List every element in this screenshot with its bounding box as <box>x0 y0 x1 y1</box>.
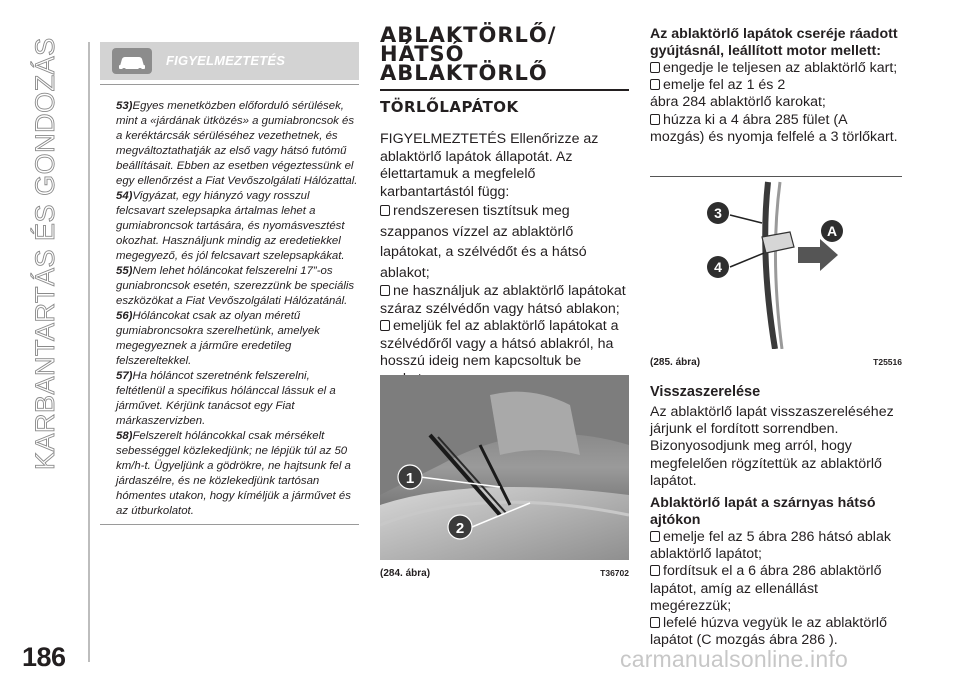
bullet-box-icon <box>650 565 660 576</box>
column-divider <box>88 42 90 662</box>
warning-item <box>116 189 359 264</box>
bullet-item <box>650 563 902 580</box>
bullet-item <box>650 615 902 632</box>
warning-item-number: 55) <box>116 265 133 277</box>
bullet-continuation: ábra 284 ablaktörlő karokat; <box>650 94 826 111</box>
warning-item-text: Felszerelt hóláncokkal csak mérsékelt sebességgel közlekedjünk; ne lépjük túl az 50 km/h-t. Ügyeljünk a gödrökre, ne hajtsunk fel a járdaszélre, és ne közlekedjünk tartósan hómentes utakon, hogy kíméljük a járművet és az útburkolatot. <box>116 430 351 517</box>
warning-item-text: Nem lehet hóláncokat felszerelni 17”-os guniabroncsok esetén, szerezzünk be speciális eszközökat a Fiat Vevőszolgálati Hálózatánál. <box>116 265 355 307</box>
bullet-text: húzza ki a 4 ábra 285 fület (A <box>663 111 848 128</box>
bullet-text: emelje fel az 1 és 2 <box>663 77 786 94</box>
bullet-box-icon <box>650 114 660 125</box>
bullet-box-icon <box>380 205 390 216</box>
warning-end-rule <box>100 524 359 525</box>
figure-label: 1 <box>405 470 415 487</box>
figure-label: A <box>826 223 838 239</box>
bullet-item <box>650 77 902 94</box>
bullet-continuation: mozgás) és nyomja felfelé a 3 törlőkart. <box>650 128 898 145</box>
bullet-continuation: lapátot (C mozgás ábra 286 ). <box>650 632 838 649</box>
heading-reassembly: Visszaszerelése <box>650 384 761 400</box>
section-title <box>380 23 630 85</box>
bullet-continuation: lapátot, amíg az ellenállást megérezzük; <box>650 580 818 614</box>
bullet-text: fordítsuk el a 6 ábra 286 ablaktörlő <box>663 563 882 580</box>
bullet-item <box>650 529 902 546</box>
figure-284 <box>380 375 629 579</box>
figure-code: T25516 <box>873 357 902 367</box>
warning-item-number: 53) <box>116 100 133 112</box>
bullet-text: ne használjuk az ablaktörlő lapátokat száraz szélvédőn vagy hátsó ablakon; <box>380 283 626 317</box>
bullet-text: rendszeresen tisztítsuk meg szappanos vízzel az ablaktörlő lapátokat, a szélvédőt és a hátsó ablakot; <box>380 203 587 281</box>
warning-item <box>116 429 359 519</box>
figure-caption <box>380 568 629 579</box>
intro-text <box>380 131 630 388</box>
bullet-continuation: ablaktörlő lapátot; <box>650 546 762 563</box>
warning-header <box>100 42 359 80</box>
section-side-title <box>18 18 68 478</box>
watermark: carmanualsonline.info <box>620 646 848 672</box>
bullet-box-icon <box>650 62 660 73</box>
bullet-item <box>380 283 630 318</box>
bullet-box-icon <box>380 320 390 331</box>
bullet-item <box>650 112 902 129</box>
bullet-text: emelje fel az 5 ábra 286 hátsó ablak <box>663 529 891 546</box>
figure-label: 2 <box>455 520 465 537</box>
warning-box <box>100 42 359 525</box>
figure-285 <box>650 176 902 368</box>
warning-item-number: 57) <box>116 370 133 382</box>
figure-label: 3 <box>714 205 722 221</box>
bullet-box-icon <box>650 79 660 90</box>
figure-caption <box>650 357 902 368</box>
warning-item-text: Ha hóláncot szeretnénk felszerelni, feltétlenül a specifikus hólánccal lássuk el a járművet. Kérjünk tanácsot egy Fiat márkaszervizben. <box>116 370 336 427</box>
title-rule <box>380 89 629 91</box>
right-column-lower <box>650 384 902 649</box>
warning-item-text: Egyes menetközben előforduló sérülések, mint a «járdának ütközés» a gumiabroncsok és a keréktárcsák sérüléséhez vezethetnek, és megváltoztathatják az első vagy hátsó futómű beállításait. Ebben az esetben végeztessünk el egy ellenőrzést a Fiat Vevőszolgálati Hálózattal. <box>116 100 358 187</box>
section-title-line: ABLAKTÖRLŐ <box>380 61 548 85</box>
wiper-photo-284 <box>380 375 629 560</box>
warning-item-number: 56) <box>116 310 133 322</box>
heading-rear-door-wiper: Ablaktörlő lapát a szárnyas hátsó ajtókon <box>650 495 876 529</box>
wiper-diagram-285 <box>650 177 902 349</box>
page-number: 186 <box>22 642 66 672</box>
right-column <box>650 26 902 146</box>
section-title-line: HÁTSÓ <box>380 42 465 66</box>
warning-item-text: Vigyázat, egy hiányzó vagy rosszul felcsavart szelepsapka ártalmas lehet a gumiabroncsok tartására, és nyomásvesztést okozhat. Használjunk mindig az eredetiekkel megegyező, és jól felcsavart szelepsapkákat. <box>116 190 345 262</box>
figure-caption-text: (285. ábra) <box>650 357 701 368</box>
reassembly-text: Az ablaktörlő lapát visszaszereléséhez járjunk el fordított sorrendben. Bizonyosodjunk meg arról, hogy megfelelően rögzítettük az ablaktörlő lapátot. <box>650 404 894 489</box>
warning-item <box>116 99 359 189</box>
warning-item <box>116 264 359 309</box>
warning-item <box>116 369 359 429</box>
figure-label: 4 <box>714 259 722 275</box>
warning-item-number: 58) <box>116 430 133 442</box>
warning-car-icon <box>110 46 154 76</box>
warning-body <box>100 85 359 519</box>
warning-item-number: 54) <box>116 190 133 202</box>
figure-caption-text: (284. ábra) <box>380 568 431 579</box>
section-side-title-text: KARBANTARTÁS ÉS GONDOZÁS <box>30 37 60 470</box>
bullet-box-icon <box>380 285 390 296</box>
figure-code: T36702 <box>600 568 629 578</box>
warning-title: FIGYELMEZTETÉS <box>166 53 286 68</box>
middle-column <box>380 23 630 403</box>
bullet-box-icon <box>650 617 660 628</box>
bullet-text: emeljük fel az ablaktörlő lapátokat a szélvédőről vagy a hátsó ablakról, ha hosszú ideig nem kapcsoltuk be <box>380 318 619 369</box>
warning-item-text: Hóláncokat csak az olyan méretű gumiabroncsokra szerelhetünk, amelyek megegyeznek a járműre eredetileg felszereltekkel. <box>116 310 320 367</box>
warning-item <box>116 309 359 369</box>
section-subtitle: TÖRLŐLAPÁTOK <box>380 98 519 116</box>
bullet-text: lefelé húzva vegyük le az ablaktörlő <box>663 615 887 632</box>
bullet-box-icon <box>650 531 660 542</box>
bullet-item <box>650 60 902 77</box>
bullet-text: engedje le teljesen az ablaktörlő kart; <box>663 60 898 76</box>
bullet-item <box>380 201 630 283</box>
intro-paragraph: FIGYELMEZTETÉS Ellenőrizze az ablaktörlő lapátok állapotát. Az élettartamuk a megfelelő karbantartástól függ: <box>380 131 599 200</box>
section-title-line: ABLAKTÖRLŐ/ <box>380 23 557 47</box>
heading-replacement: Az ablaktörlő lapátok cseréje ráadott gyújtásnál, leállított motor mellett: <box>650 26 898 59</box>
